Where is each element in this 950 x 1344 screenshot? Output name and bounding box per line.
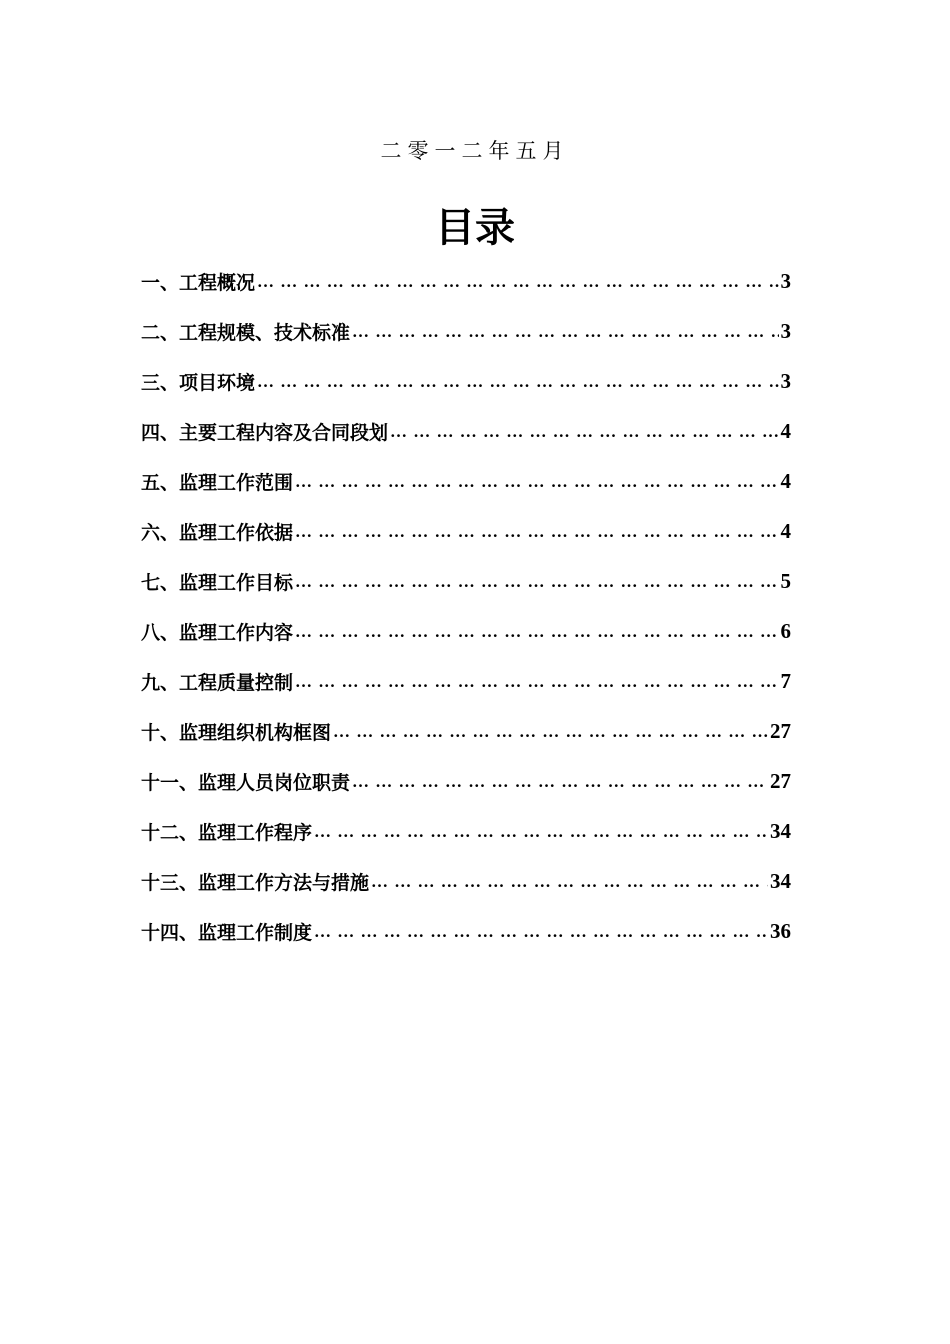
toc-entry[interactable] xyxy=(141,256,791,306)
toc-entry-label: 十四、监理工作制度 xyxy=(141,921,313,944)
toc-entry[interactable] xyxy=(141,406,791,456)
toc-page-number: 3 xyxy=(780,318,791,343)
toc-entry[interactable] xyxy=(141,656,791,706)
table-of-contents xyxy=(141,256,791,956)
toc-entry-label: 十二、监理工作程序 xyxy=(141,821,313,844)
toc-entry[interactable] xyxy=(141,506,791,556)
toc-page-number: 27 xyxy=(770,718,791,743)
toc-dot-leader xyxy=(257,269,778,293)
toc-entry[interactable] xyxy=(141,356,791,406)
toc-entry[interactable] xyxy=(141,856,791,906)
toc-entry-label: 九、工程质量控制 xyxy=(141,671,294,694)
toc-page-number: 3 xyxy=(780,368,791,393)
toc-entry-label: 十一、监理人员岗位职责 xyxy=(141,771,351,794)
toc-entry-label: 三、项目环境 xyxy=(141,371,256,394)
toc-entry[interactable] xyxy=(141,306,791,356)
toc-entry[interactable] xyxy=(141,806,791,856)
toc-dot-leader xyxy=(390,419,778,443)
toc-dot-leader xyxy=(295,669,778,693)
toc-entry[interactable] xyxy=(141,706,791,756)
toc-dot-leader xyxy=(257,369,778,393)
toc-dot-leader xyxy=(295,569,778,593)
toc-page-number: 3 xyxy=(780,268,791,293)
toc-page-number: 4 xyxy=(780,418,791,443)
toc-entry-label: 七、监理工作目标 xyxy=(141,571,294,594)
toc-entry-label: 八、监理工作内容 xyxy=(141,621,294,644)
toc-page-number: 4 xyxy=(780,468,791,493)
toc-dot-leader xyxy=(314,819,768,843)
toc-page-number: 34 xyxy=(770,818,791,843)
toc-page-number: 34 xyxy=(770,868,791,893)
toc-dot-leader xyxy=(295,619,778,643)
toc-dot-leader xyxy=(295,519,778,543)
toc-entry-label: 二、工程规模、技术标准 xyxy=(141,321,351,344)
document-date: 二零一二年五月 xyxy=(380,139,570,163)
toc-entry-label: 六、监理工作依据 xyxy=(141,521,294,544)
toc-page-number: 27 xyxy=(770,768,791,793)
toc-title: 目录 xyxy=(435,205,515,251)
toc-page-number: 36 xyxy=(770,918,791,943)
toc-page-number: 7 xyxy=(780,668,791,693)
toc-page-number: 5 xyxy=(780,568,791,593)
toc-dot-leader xyxy=(314,919,768,943)
toc-entry[interactable] xyxy=(141,456,791,506)
toc-dot-leader xyxy=(371,869,768,893)
toc-entry-label: 五、监理工作范围 xyxy=(141,471,294,494)
toc-entry-label: 四、主要工程内容及合同段划 xyxy=(141,421,389,444)
toc-dot-leader xyxy=(333,719,768,743)
toc-entry[interactable] xyxy=(141,606,791,656)
toc-dot-leader xyxy=(352,769,768,793)
toc-entry-label: 十、监理组织机构框图 xyxy=(141,721,332,744)
toc-entry-label: 一、工程概况 xyxy=(141,271,256,294)
toc-page-number: 6 xyxy=(780,618,791,643)
toc-dot-leader xyxy=(352,319,778,343)
toc-entry[interactable] xyxy=(141,556,791,606)
toc-dot-leader xyxy=(295,469,778,493)
toc-entry[interactable] xyxy=(141,756,791,806)
toc-page-number: 4 xyxy=(780,518,791,543)
toc-entry[interactable] xyxy=(141,906,791,956)
toc-entry-label: 十三、监理工作方法与措施 xyxy=(141,871,370,894)
